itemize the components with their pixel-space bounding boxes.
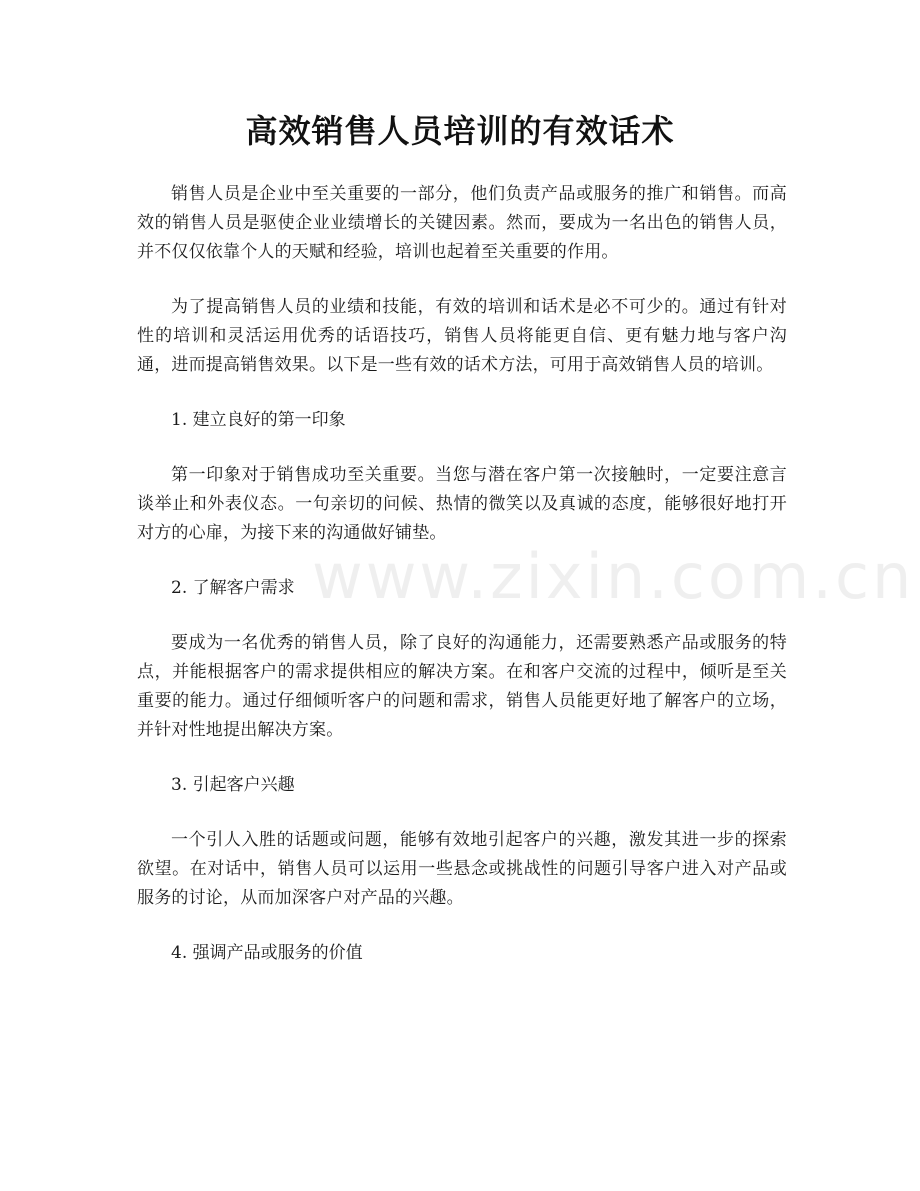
- document-body: [137, 180, 787, 994]
- section-heading-2: 2. 了解客户需求: [171, 578, 295, 598]
- section-heading-3: 3. 引起客户兴趣: [171, 775, 295, 795]
- section-body-2: 要成为一名优秀的销售人员，除了良好的沟通能力，还需要熟悉产品或服务的特点，并能根据客户的需求提供相应的解决方案。在和客户交流的过程中，倾听是至关重要的能力。通过仔细倾听客户的问题和需求，销售人员能更好地了解客户的立场，并针对性地提出解决方案。: [137, 633, 787, 740]
- section-body-1: 第一印象对于销售成功至关重要。当您与潜在客户第一次接触时，一定要注意言谈举止和外表仪态。一句亲切的问候、热情的微笑以及真诚的态度，能够很好地打开对方的心扉，为接下来的沟通做好铺垫。: [137, 465, 787, 543]
- section-heading-4: 4. 强调产品或服务的价值: [171, 943, 363, 963]
- intro-paragraph-2: 为了提高销售人员的业绩和技能，有效的培训和话术是必不可少的。通过有针对性的培训和灵活运用优秀的话语技巧，销售人员将能更自信、更有魅力地与客户沟通，进而提高销售效果。以下是一些有效的话术方法，可用于高效销售人员的培训。: [137, 297, 787, 375]
- intro-paragraph-1: 销售人员是企业中至关重要的一部分，他们负责产品或服务的推广和销售。而高效的销售人员是驱使企业业绩增长的关键因素。然而，要成为一名出色的销售人员，并不仅仅依靠个人的天赋和经验，培训也起着至关重要的作用。: [137, 184, 787, 262]
- document-title: 高效销售人员培训的有效话术: [245, 112, 675, 150]
- section-heading-1: 1. 建立良好的第一印象: [171, 410, 346, 430]
- watermark: www.zixin.com.cn: [312, 540, 915, 613]
- section-body-3: 一个引人入胜的话题或问题，能够有效地引起客户的兴趣，激发其进一步的探索欲望。在对话中，销售人员可以运用一些悬念或挑战性的问题引导客户进入对产品或服务的讨论，从而加深客户对产品的兴趣。: [137, 830, 787, 908]
